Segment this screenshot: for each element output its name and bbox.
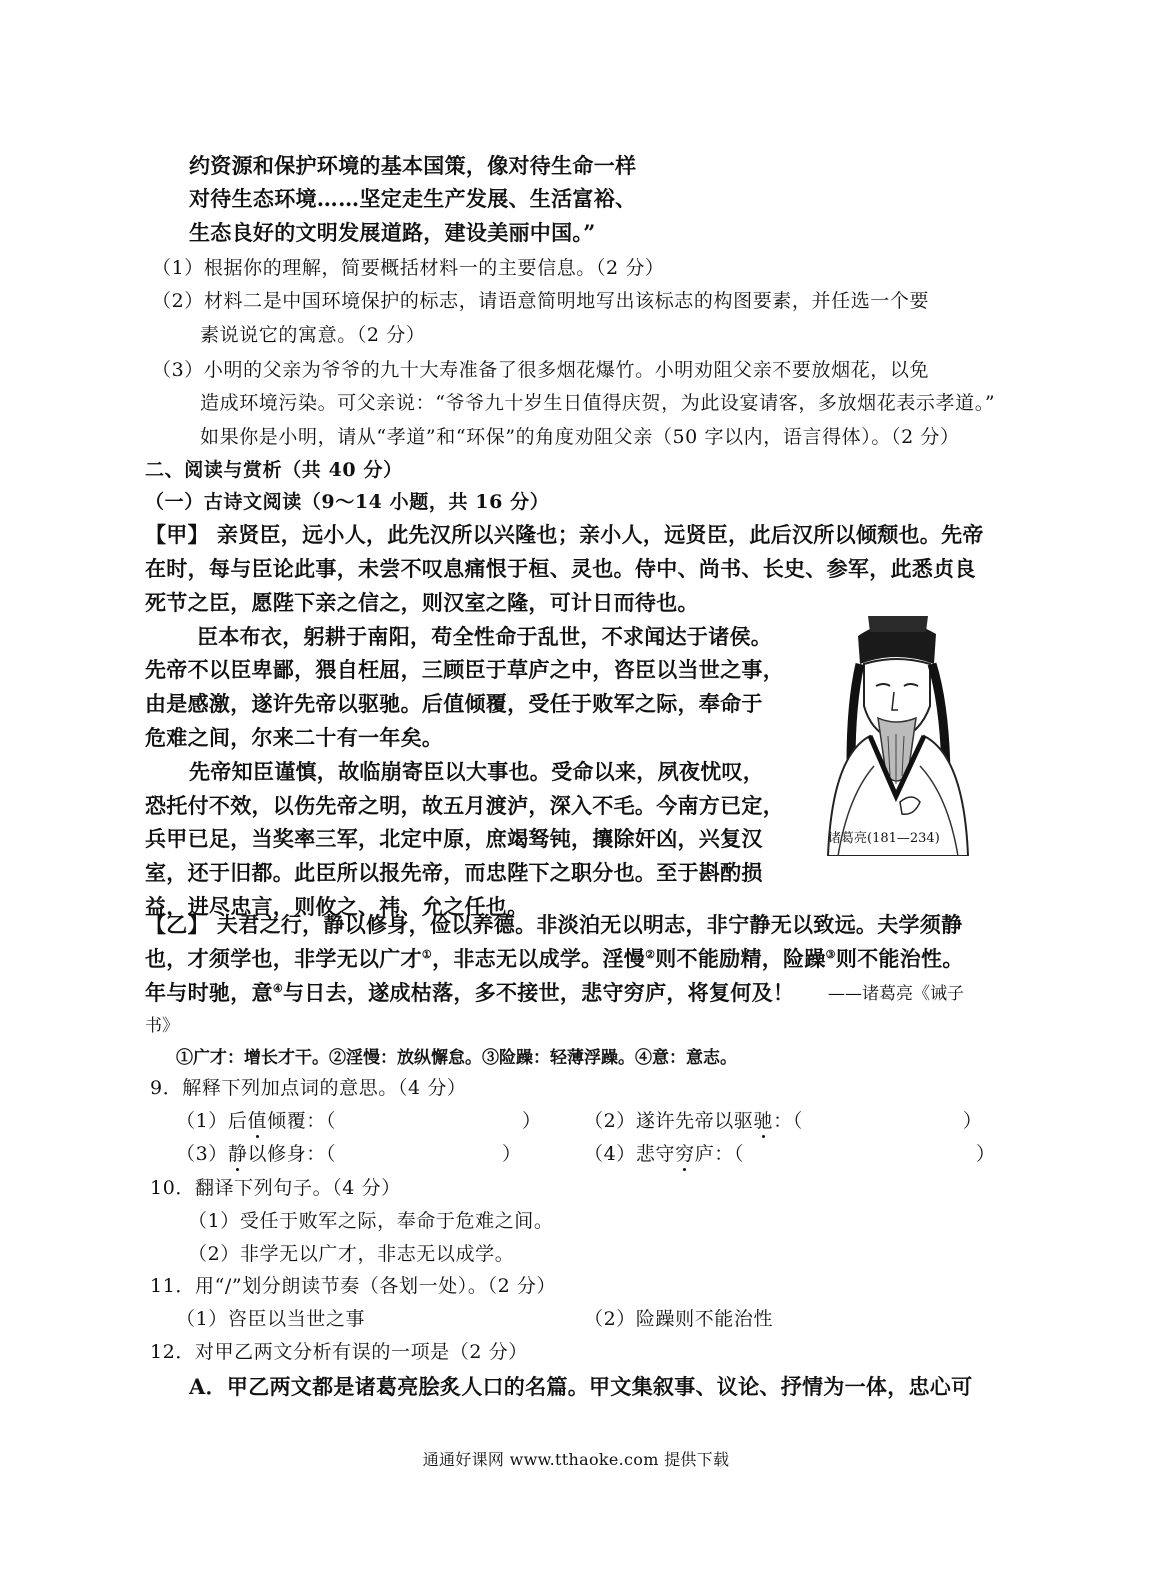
text-yi-line: 【乙】 夫君之行，静以修身，俭以养德。非淡泊无以明志，非宁静无以致远。夫学须静 xyxy=(145,912,963,937)
text-jia-line: 【甲】 亲贤臣，远小人，此先汉所以兴隆也；亲小人，远贤臣，此后汉所以倾颓也。先帝 xyxy=(145,522,984,547)
material-line: 对待生态环境……坚定走生产发展、生活富裕、 xyxy=(189,186,637,211)
q10-title: 10．翻译下列句子。（4 分） xyxy=(150,1177,401,1199)
text-jia-line: 由是感激，遂许先帝以驱驰。后值倾覆，受任于败军之际，奉命于 xyxy=(145,691,763,716)
source-attribution-cont: 书》 xyxy=(145,1016,179,1036)
text-jia-line: 死节之臣，愿陛下亲之信之，则汉室之隆，可计日而待也。 xyxy=(145,590,699,615)
footnotes: ①广才：增长才干。②淫慢：放纵懈怠。③险躁：轻薄浮躁。④意：意志。 xyxy=(176,1048,737,1068)
text-yi-line: 年与时驰，意④与日去，遂成枯落，多不接世，悲守穷庐，将复何及！ xyxy=(145,980,795,1005)
q9-item-4: （4）悲守穷庐：（ ） xyxy=(584,1143,996,1165)
text-jia-line: 臣本布衣，躬耕于南阳，苟全性命于乱世，不求闻达于诸侯。 xyxy=(197,624,773,649)
q11-item: （2）险躁则不能治性 xyxy=(584,1308,774,1330)
text-jia-line: 恐托付不效，以伤先帝之明，故五月渡泸，深入不毛。今南方已定， xyxy=(145,793,784,818)
footnote-mark: ④ xyxy=(272,982,283,995)
q11-title: 11．用“/”划分朗读节奏（各划一处）。（2 分） xyxy=(150,1275,557,1297)
q11-item: （1）咨臣以当世之事 xyxy=(176,1308,366,1330)
footnote-mark: ③ xyxy=(825,948,836,961)
q10-sentence: （2）非学无以广才，非志无以成学。 xyxy=(188,1243,515,1265)
q8-item-3-cont: 造成环境污染。可父亲说：“爷爷九十岁生日值得庆贺，为此设宴请客，多放烟花表示孝道。” xyxy=(200,392,996,414)
zhuge-liang-portrait xyxy=(808,606,986,856)
text-jia-line: 室，还于旧都。此臣所以报先帝，而忠陛下之职分也。至于斟酌损 xyxy=(145,860,763,885)
text-jia-line: 在时，每与臣论此事，未尝不叹息痛恨于桓、灵也。侍中、尚书、长史、参军，此悉贞良 xyxy=(145,556,976,581)
q8-item-3-cont: 如果你是小明，请从“孝道”和“环保”的角度劝阻父亲（50 字以内，语言得体）。（2 分） xyxy=(200,426,960,448)
part-heading: （一）古诗文阅读（9～14 小题，共 16 分） xyxy=(145,491,550,513)
q8-item-1: （1）根据你的理解，简要概括材料一的主要信息。（2 分） xyxy=(152,257,665,279)
source-attribution: ——诸葛亮《诫子 xyxy=(828,984,964,1004)
portrait-drawing xyxy=(808,606,986,856)
q8-item-3: （3）小明的父亲为爷爷的九十大寿准备了很多烟花爆竹。小明劝阻父亲不要放烟花，以免 xyxy=(152,359,930,381)
material-line: 约资源和保护环境的基本国策，像对待生命一样 xyxy=(189,153,637,178)
q8-item-2: （2）材料二是中国环境保护的标志，请语意简明地写出该标志的构图要素，并任选一个要 xyxy=(152,290,930,312)
text-jia-line: 益，进尽忠言，则攸之、祎、允之任也。 xyxy=(145,894,529,919)
text-jia-tag: 【甲】 xyxy=(145,522,209,547)
q12-title: 12．对甲乙两文分析有误的一项是（2 分） xyxy=(150,1341,528,1363)
q9-item-1: （1）后值倾覆：（ ） xyxy=(176,1110,542,1132)
material-line: 生态良好的文明发展道路，建设美丽中国。” xyxy=(189,220,596,245)
text-yi-line: 也，才须学也，非学无以广才①，非志无以成学。淫慢②则不能励精，险躁③则不能治性。 xyxy=(145,946,964,971)
text-jia-line: 危难之间，尔来二十有一年矣。 xyxy=(145,725,444,750)
text-jia-line: 先帝不以臣卑鄙，猥自枉屈，三顾臣于草庐之中，咨臣以当世之事， xyxy=(145,657,784,682)
portrait-caption: 诸葛亮(181—234) xyxy=(828,831,940,846)
section-heading: 二、阅读与赏析（共 40 分） xyxy=(145,459,403,481)
q10-sentence: （1）受任于败军之际，奉命于危难之间。 xyxy=(188,1210,554,1232)
text-jia-line: 兵甲已足，当奖率三军，北定中原，庶竭驽钝，攘除奸凶，兴复汉 xyxy=(145,826,763,851)
q9-item-3: （3）静以修身：（ ） xyxy=(176,1143,522,1165)
footnote-mark: ① xyxy=(421,948,433,961)
q8-item-2-cont: 素说说它的寓意。（2 分） xyxy=(200,324,426,346)
text-yi-tag: 【乙】 xyxy=(145,912,209,937)
q9-item-2: （2）遂许先帝以驱驰：（ ） xyxy=(584,1110,983,1132)
text-jia-line: 先帝知臣谨慎，故临崩寄臣以大事也。受命以来，夙夜忧叹， xyxy=(189,759,765,784)
page-footer: 通通好课网 www.tthaoke.com 提供下载 xyxy=(422,1450,730,1469)
footnote-mark: ② xyxy=(645,948,656,961)
q9-title: 9．解释下列加点词的意思。（4 分） xyxy=(150,1077,467,1099)
q12-option-a: A．甲乙两文都是诸葛亮脍炙人口的名篇。甲文集叙事、议论、抒情为一体，忠心可 xyxy=(189,1374,973,1399)
